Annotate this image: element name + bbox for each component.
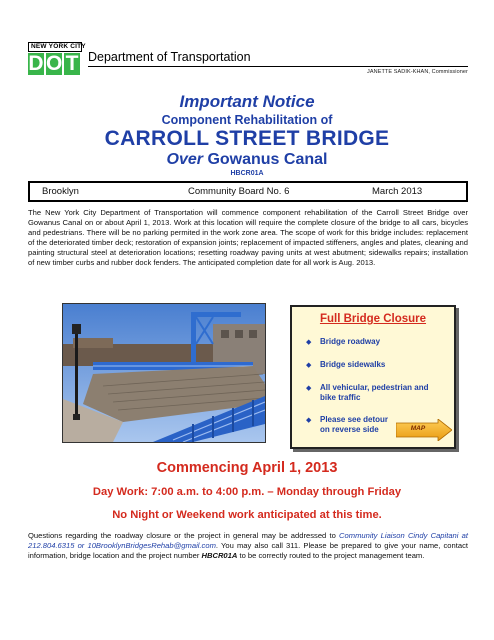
over-prefix: Over xyxy=(166,151,203,168)
contact-project-code: HBCR01A xyxy=(201,551,238,561)
info-borough: Brooklyn xyxy=(42,186,79,197)
no-night-line: No Night or Weekend work anticipated at this time. xyxy=(112,509,382,521)
closure-item-text: Bridge roadway xyxy=(320,337,381,346)
nyc-dot-logo xyxy=(28,42,86,78)
bridge-heading: CARROLL STREET BRIDGE xyxy=(104,127,390,150)
bullet-diamond-icon: ◆ xyxy=(306,417,312,424)
bullet-diamond-icon: ◆ xyxy=(306,339,312,346)
closure-item xyxy=(306,337,446,348)
closure-box xyxy=(290,305,456,449)
header-rule xyxy=(88,66,468,67)
project-code: HBCR01A xyxy=(230,170,264,177)
info-date: March 2013 xyxy=(372,186,423,197)
component-heading: Component Rehabilitation of xyxy=(161,113,333,127)
logo-city-text: NEW YORK CITY xyxy=(28,42,82,52)
logo-letter-t: T xyxy=(65,52,79,75)
scope-paragraph: The New York City Department of Transportation will commence component rehabilitation of the Carroll Street Bridge over Gowanus Canal on or about April 1, 2013. Work at this location will require the complete closure of the bridge to all cars, bicycles and pedestrians. There will be no parking permited in the work zone area. The scope of work for this bridge includes: replacement of the deteriorated timber deck; restoration of expansion joints; replacement of impacted stiffeners, angles and plates, cleaning and painting structural steel at deterioration locations; resetting roadway paving units at west abutment; sidewalks repairs; installation of new timber curbs and rubber dock fenders. The anticipated completion date for all work is Aug. 2013. xyxy=(28,208,468,268)
map-label: MAP xyxy=(410,425,426,432)
commencing-heading: Commencing April 1, 2013 xyxy=(156,460,338,476)
contact-paragraph xyxy=(28,531,468,561)
contact-text-1: Questions regarding the roadway closure or the project in general may be addressed to xyxy=(28,531,340,540)
department-name: Department of Transportation xyxy=(88,50,251,64)
contact-text-3: to be correctly routed to the project management team. xyxy=(237,551,425,561)
notice-heading: Important Notice xyxy=(179,92,315,111)
bullet-diamond-icon: ◆ xyxy=(306,385,312,392)
logo-letter-o: O xyxy=(46,52,63,75)
closure-item xyxy=(306,415,400,435)
info-box xyxy=(28,181,468,202)
closure-item xyxy=(306,360,446,371)
closure-item-text: Bridge sidewalks xyxy=(320,360,386,369)
over-heading xyxy=(0,151,494,169)
logo-dot-letters xyxy=(28,53,82,75)
bullet-diamond-icon: ◆ xyxy=(306,362,312,369)
liaison-contact: Community Liaison Cindy Capitani at 212.804.6315 or 10BrooklynBridgesRehab@gmail.com xyxy=(28,531,469,551)
closure-title: Full Bridge Closure xyxy=(319,313,427,325)
contact-text-2: . You may also call 311. Please be prepared to give your name, contact information, bridge location and the project number xyxy=(28,541,468,561)
over-rest: Gowanus Canal xyxy=(203,151,328,168)
logo-letter-d: D xyxy=(28,52,44,75)
bridge-photo xyxy=(62,303,266,443)
day-work-line: Day Work: 7:00 a.m. to 4:00 p.m. – Monday through Friday xyxy=(92,486,402,498)
closure-item-text: All vehicular, pedestrian and bike traffic xyxy=(320,383,429,402)
commissioner-name: JANETTE SADIK-KHAN, Commissioner xyxy=(367,69,468,75)
closure-item-text: Please see detour on reverse side xyxy=(320,415,389,434)
closure-item xyxy=(306,383,446,403)
info-board: Community Board No. 6 xyxy=(188,186,290,197)
